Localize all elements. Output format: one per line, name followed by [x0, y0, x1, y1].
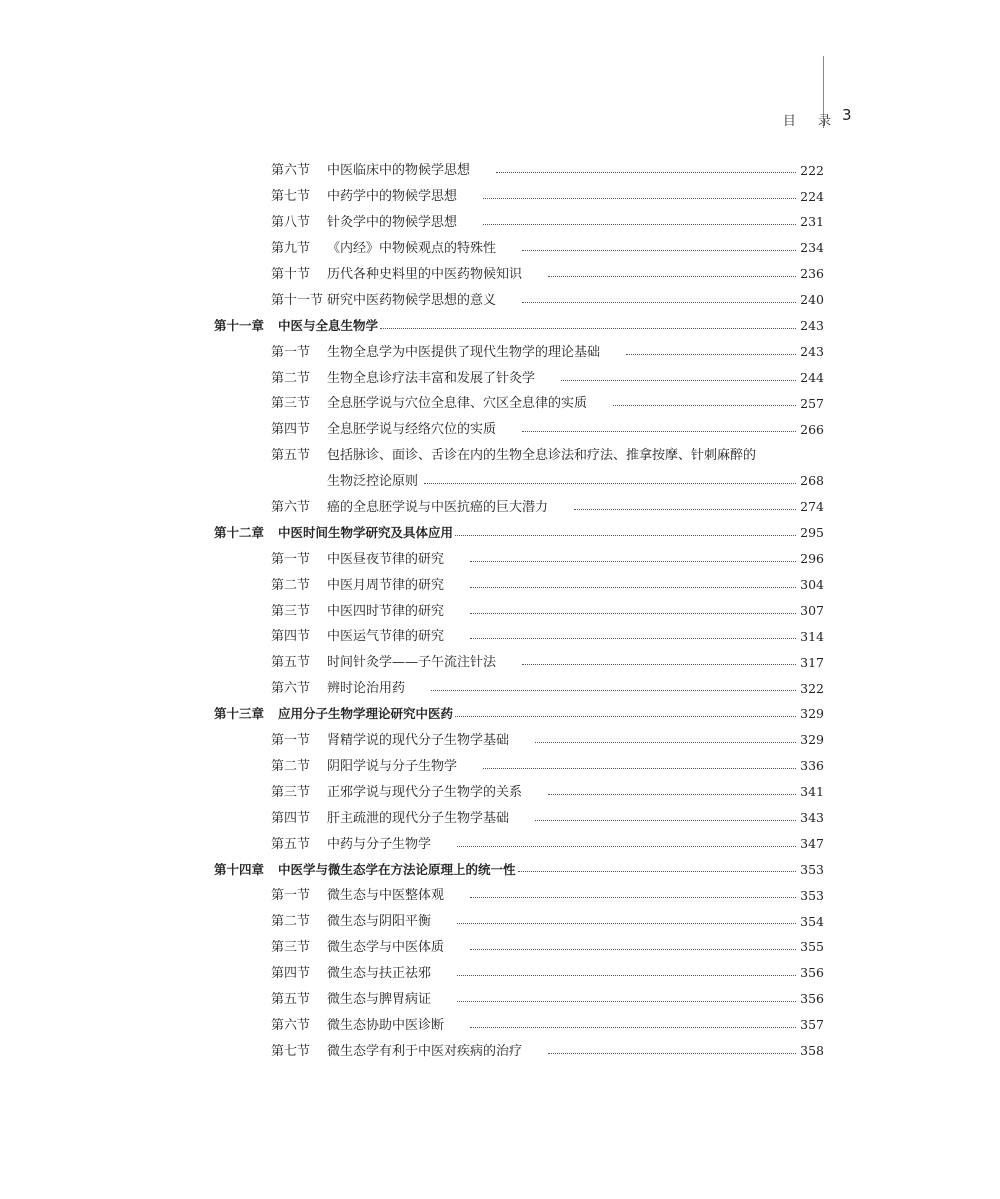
- entry-title: 中药与分子生物学: [327, 836, 432, 852]
- dot-leader: [496, 168, 796, 173]
- toc-section-entry[interactable]: [214, 443, 824, 469]
- entry-page-number: 329: [800, 732, 824, 748]
- entry-page-number: 268: [800, 473, 824, 489]
- toc-section-entry[interactable]: [214, 287, 824, 313]
- entry-number: 第五节: [271, 836, 311, 852]
- dot-leader: [483, 194, 796, 199]
- entry-title: 生物泛控论原则: [327, 474, 419, 490]
- toc-chapter-entry[interactable]: [214, 520, 824, 546]
- entry-page-number: 353: [800, 861, 824, 877]
- entry-number: 第四节: [271, 966, 311, 982]
- entry-number: 第六节: [271, 681, 311, 697]
- entry-number: 第三节: [271, 784, 311, 800]
- toc-section-entry[interactable]: [214, 961, 824, 987]
- entry-number: 第二节: [271, 914, 311, 930]
- entry-number: 第三节: [271, 940, 311, 956]
- dot-leader: [522, 660, 796, 665]
- toc-section-entry[interactable]: [214, 1038, 824, 1064]
- entry-title: 中医临床中的物候学思想: [327, 163, 471, 179]
- entry-title: 时间针灸学——子午流注针法: [327, 655, 497, 671]
- dot-leader: [535, 816, 796, 821]
- dot-leader: [548, 1049, 796, 1054]
- toc-section-entry[interactable]: [214, 546, 824, 572]
- entry-page-number: 358: [800, 1042, 824, 1058]
- entry-number: 第十三章: [214, 706, 265, 722]
- running-head-title: 目 录: [782, 113, 840, 129]
- entry-title: 生物全息诊疗法丰富和发展了针灸学: [327, 370, 536, 386]
- toc-chapter-entry[interactable]: [214, 313, 824, 339]
- entry-number: 第六节: [271, 163, 311, 179]
- entry-page-number: 356: [800, 991, 824, 1007]
- dot-leader: [522, 427, 796, 432]
- toc-section-entry[interactable]: [214, 210, 824, 236]
- entry-page-number: 234: [800, 240, 824, 256]
- dot-leader: [470, 945, 796, 950]
- entry-number: 第二节: [271, 758, 311, 774]
- entry-page-number: 357: [800, 1017, 824, 1033]
- entry-page-number: 236: [800, 266, 824, 282]
- toc-section-entry[interactable]: [214, 365, 824, 391]
- entry-title: 《内经》中物候观点的特殊性: [327, 241, 497, 257]
- entry-page-number: 244: [800, 369, 824, 385]
- toc-section-entry[interactable]: [214, 262, 824, 288]
- dot-leader: [470, 609, 796, 614]
- entry-number: 第二节: [271, 577, 311, 593]
- entry-page-number: 231: [800, 214, 824, 230]
- entry-number: 第一节: [271, 733, 311, 749]
- entry-title: 中医月周节律的研究: [327, 577, 445, 593]
- entry-title: 全息胚学说与经络穴位的实质: [327, 422, 497, 438]
- toc-section-entry[interactable]: [214, 805, 824, 831]
- toc-section-entry[interactable]: [214, 935, 824, 961]
- dot-leader: [470, 893, 796, 898]
- entry-title: 中医学与微生态学在方法论原理上的统一性: [278, 861, 516, 877]
- entry-number: 第三节: [271, 396, 311, 412]
- dot-leader: [457, 997, 796, 1002]
- toc-section-entry[interactable]: [214, 779, 824, 805]
- dot-leader: [457, 842, 796, 847]
- dot-leader: [548, 790, 796, 795]
- entry-title: 全息胚学说与穴位全息律、穴区全息律的实质: [327, 396, 588, 412]
- toc-section-entry[interactable]: [214, 831, 824, 857]
- dot-leader: [457, 971, 796, 976]
- dot-leader: [522, 246, 796, 251]
- entry-page-number: 240: [800, 292, 824, 308]
- dot-leader: [561, 376, 796, 381]
- entry-page-number: 274: [800, 499, 824, 515]
- toc-section-entry[interactable]: [214, 624, 824, 650]
- entry-page-number: 257: [800, 395, 824, 411]
- toc-section-entry[interactable]: [214, 391, 824, 417]
- entry-number: 第十四章: [214, 861, 265, 877]
- entry-number: 第四节: [271, 810, 311, 826]
- entry-title: 癌的全息胚学说与中医抗癌的巨大潜力: [327, 500, 549, 516]
- entry-page-number: 266: [800, 421, 824, 437]
- entry-title: 生物全息学为中医提供了现代生物学的理论基础: [327, 344, 601, 360]
- toc-section-entry[interactable]: [214, 728, 824, 754]
- entry-number: 第三节: [271, 603, 311, 619]
- entry-title: 微生态协助中医诊断: [327, 1017, 445, 1033]
- entry-page-number: 224: [800, 188, 824, 204]
- toc-section-entry[interactable]: [214, 417, 824, 443]
- entry-page-number: 304: [800, 576, 824, 592]
- entry-title: 中医昼夜节律的研究: [327, 551, 445, 567]
- entry-title: 针灸学中的物候学思想: [327, 215, 458, 231]
- entry-page-number: 341: [800, 784, 824, 800]
- entry-number: 第六节: [271, 1017, 311, 1033]
- entry-title: 肾精学说的现代分子生物学基础: [327, 733, 510, 749]
- dot-leader: [470, 557, 796, 562]
- dot-leader: [548, 272, 796, 277]
- entry-title: 肝主疏泄的现代分子生物学基础: [327, 810, 510, 826]
- dot-leader: [380, 324, 796, 329]
- entry-page-number: 329: [800, 706, 824, 722]
- entry-page-number: 355: [800, 939, 824, 955]
- entry-title: 微生态与中医整体观: [327, 888, 445, 904]
- entry-page-number: 296: [800, 551, 824, 567]
- entry-page-number: 356: [800, 965, 824, 981]
- toc-section-entry[interactable]: [214, 572, 824, 598]
- dot-leader: [535, 738, 796, 743]
- toc-section-entry[interactable]: [214, 1012, 824, 1038]
- entry-title: 辨时论治用药: [327, 681, 406, 697]
- entry-title: 微生态与阴阳平衡: [327, 914, 432, 930]
- entry-number: 第十一章: [214, 318, 265, 334]
- table-of-contents: [214, 158, 824, 1064]
- dot-leader: [522, 298, 796, 303]
- entry-title: 中药学中的物候学思想: [327, 189, 458, 205]
- entry-number: 第四节: [271, 422, 311, 438]
- entry-title: 包括脉诊、面诊、舌诊在内的生物全息诊法和疗法、推拿按摩、针刺麻醉的: [327, 448, 757, 464]
- toc-entry-continuation[interactable]: [214, 469, 824, 495]
- entry-title: 应用分子生物学理论研究中医药: [278, 706, 454, 722]
- entry-page-number: 243: [800, 343, 824, 359]
- entry-page-number: 336: [800, 758, 824, 774]
- entry-title: 正邪学说与现代分子生物学的关系: [327, 784, 523, 800]
- toc-section-entry[interactable]: [214, 184, 824, 210]
- dot-leader: [431, 686, 796, 691]
- entry-number: 第十二章: [214, 525, 265, 541]
- dot-leader: [574, 505, 796, 510]
- entry-page-number: 347: [800, 835, 824, 851]
- toc-chapter-entry[interactable]: [214, 857, 824, 883]
- toc-section-entry[interactable]: [214, 236, 824, 262]
- toc-section-entry[interactable]: [214, 495, 824, 521]
- entry-page-number: 317: [800, 654, 824, 670]
- toc-section-entry[interactable]: [214, 676, 824, 702]
- entry-title: 微生态与扶正祛邪: [327, 966, 432, 982]
- toc-section-entry[interactable]: [214, 598, 824, 624]
- dot-leader: [455, 531, 796, 536]
- entry-number: 第十节: [271, 267, 311, 282]
- entry-title: 中医四时节律的研究: [327, 603, 445, 619]
- entry-title: 中医与全息生物学: [278, 318, 379, 334]
- page-number: 3: [842, 106, 852, 124]
- entry-page-number: 307: [800, 602, 824, 618]
- dot-leader: [483, 764, 796, 769]
- entry-number: 第五节: [271, 448, 311, 464]
- entry-page-number: 354: [800, 913, 824, 929]
- entry-number: 第六节: [271, 500, 311, 516]
- entry-number: 第五节: [271, 991, 311, 1007]
- dot-leader: [470, 583, 796, 588]
- entry-number: 第七节: [271, 1043, 311, 1059]
- entry-title: 阴阳学说与分子生物学: [327, 758, 458, 774]
- toc-section-entry[interactable]: [214, 909, 824, 935]
- dot-leader: [613, 401, 796, 406]
- entry-title: 微生态学与中医体质: [327, 940, 445, 956]
- entry-page-number: 314: [800, 628, 824, 644]
- entry-number: 第一节: [271, 344, 311, 360]
- dot-leader: [483, 220, 796, 225]
- entry-page-number: 295: [800, 525, 824, 541]
- entry-title: 微生态学有利于中医对疾病的治疗: [327, 1043, 523, 1059]
- dot-leader: [518, 867, 797, 872]
- dot-leader: [470, 634, 796, 639]
- toc-section-entry[interactable]: [214, 883, 824, 909]
- entry-title: 中医时间生物学研究及具体应用: [278, 525, 454, 541]
- entry-title: 中医运气节律的研究: [327, 629, 445, 645]
- page-header: [783, 108, 850, 130]
- entry-page-number: 353: [800, 887, 824, 903]
- entry-page-number: 222: [800, 162, 824, 178]
- dot-leader: [626, 350, 796, 355]
- toc-section-entry[interactable]: [214, 158, 824, 184]
- entry-number: 第五节: [271, 655, 311, 671]
- entry-page-number: 322: [800, 680, 824, 696]
- toc-section-entry[interactable]: [214, 987, 824, 1013]
- entry-number: 第一节: [271, 888, 311, 904]
- toc-section-entry[interactable]: [214, 339, 824, 365]
- entry-page-number: 243: [800, 318, 824, 334]
- entry-number: 第七节: [271, 189, 311, 205]
- toc-section-entry[interactable]: [214, 753, 824, 779]
- entry-title: 历代各种史料里的中医药物候知识: [327, 267, 523, 282]
- toc-chapter-entry[interactable]: [214, 702, 824, 728]
- entry-number: 第八节: [271, 215, 311, 231]
- entry-number: 第一节: [271, 551, 311, 567]
- entry-number: 第四节: [271, 629, 311, 645]
- dot-leader: [455, 712, 796, 717]
- toc-section-entry[interactable]: [214, 650, 824, 676]
- entry-title: 微生态与脾胃病证: [327, 991, 432, 1007]
- entry-title: 研究中医药物候学思想的意义: [327, 292, 497, 308]
- entry-number: 第十一节: [271, 292, 324, 308]
- dot-leader: [470, 1023, 796, 1028]
- dot-leader: [457, 919, 796, 924]
- dot-leader: [424, 479, 796, 484]
- entry-page-number: 343: [800, 809, 824, 825]
- entry-number: 第二节: [271, 370, 311, 386]
- entry-number: 第九节: [271, 241, 311, 257]
